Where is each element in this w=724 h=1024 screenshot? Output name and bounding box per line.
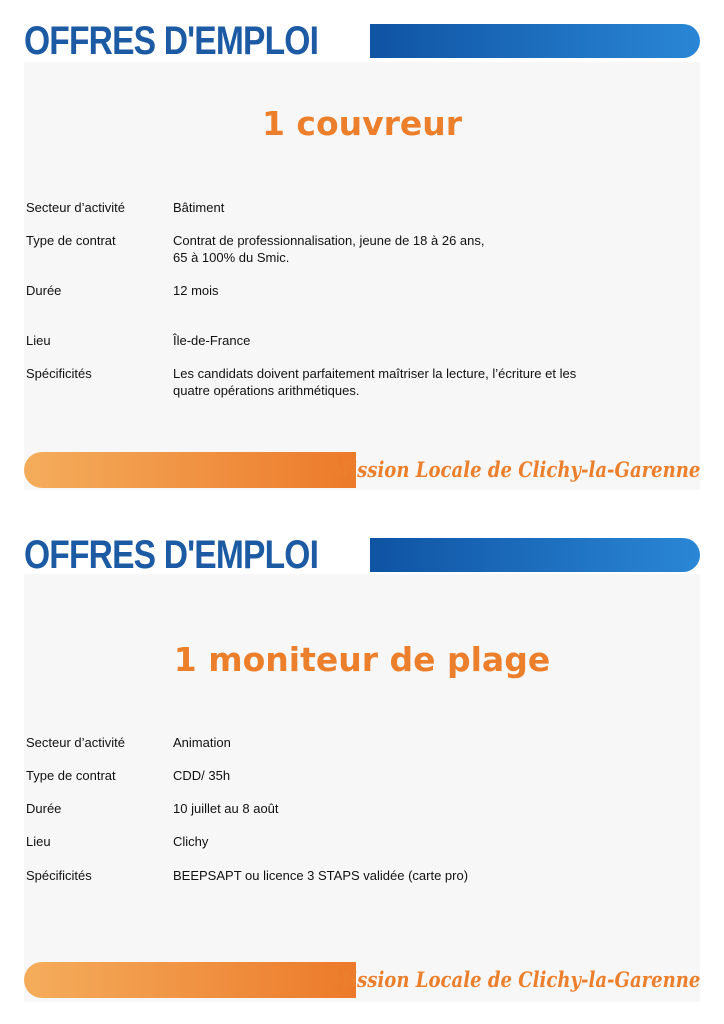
value-lieu: Clichy bbox=[173, 834, 209, 849]
label-lieu: Lieu bbox=[26, 333, 51, 348]
value-duree: 10 juillet au 8 août bbox=[173, 801, 279, 816]
job-offer-card-2 bbox=[24, 574, 700, 1002]
header-blue-bar bbox=[370, 24, 700, 58]
label-type-contrat: Type de contrat bbox=[26, 233, 116, 248]
header-title: OFFRES D'EMPLOI bbox=[24, 533, 319, 577]
value-line: 65 à 100% du Smic. bbox=[173, 250, 290, 265]
footer-organization: Mission Locale de Clichy-la-Garenne bbox=[329, 967, 700, 992]
offer-header bbox=[24, 16, 700, 66]
footer-organization: Mission Locale de Clichy-la-Garenne bbox=[329, 457, 700, 482]
label-specificites: Spécificités bbox=[26, 366, 92, 381]
offer-header bbox=[24, 530, 700, 580]
value-line: quatre opérations arithmétiques. bbox=[173, 383, 360, 398]
offer-footer bbox=[24, 962, 700, 998]
value-line: Contrat de professionnalisation, jeune de 18 à 26 ans, bbox=[173, 233, 485, 248]
label-lieu: Lieu bbox=[26, 834, 51, 849]
job-title: 1 moniteur de plage bbox=[173, 640, 551, 679]
footer-orange-bar bbox=[24, 452, 356, 488]
label-secteur: Secteur d’activité bbox=[26, 200, 125, 215]
value-specificites: BEEPSAPT ou licence 3 STAPS validée (carte pro) bbox=[173, 868, 469, 883]
label-duree: Durée bbox=[26, 801, 62, 816]
label-specificites: Spécificités bbox=[26, 868, 92, 883]
value-specificites bbox=[173, 365, 643, 399]
value-lieu: Île-de-France bbox=[173, 333, 251, 348]
header-blue-bar bbox=[370, 538, 700, 572]
job-title: 1 couvreur bbox=[261, 104, 463, 143]
footer-orange-bar bbox=[24, 962, 356, 998]
offer-footer bbox=[24, 452, 700, 488]
value-secteur: Bâtiment bbox=[173, 200, 225, 215]
value-secteur: Animation bbox=[173, 735, 231, 750]
value-line: Les candidats doivent parfaitement maîtriser la lecture, l’écriture et les bbox=[173, 366, 577, 381]
label-secteur: Secteur d’activité bbox=[26, 735, 125, 750]
value-type-contrat bbox=[173, 232, 643, 266]
label-type-contrat: Type de contrat bbox=[26, 768, 116, 783]
label-duree: Durée bbox=[26, 283, 62, 298]
value-duree: 12 mois bbox=[173, 283, 219, 298]
value-type-contrat: CDD/ 35h bbox=[173, 768, 231, 783]
header-title: OFFRES D'EMPLOI bbox=[24, 19, 319, 63]
